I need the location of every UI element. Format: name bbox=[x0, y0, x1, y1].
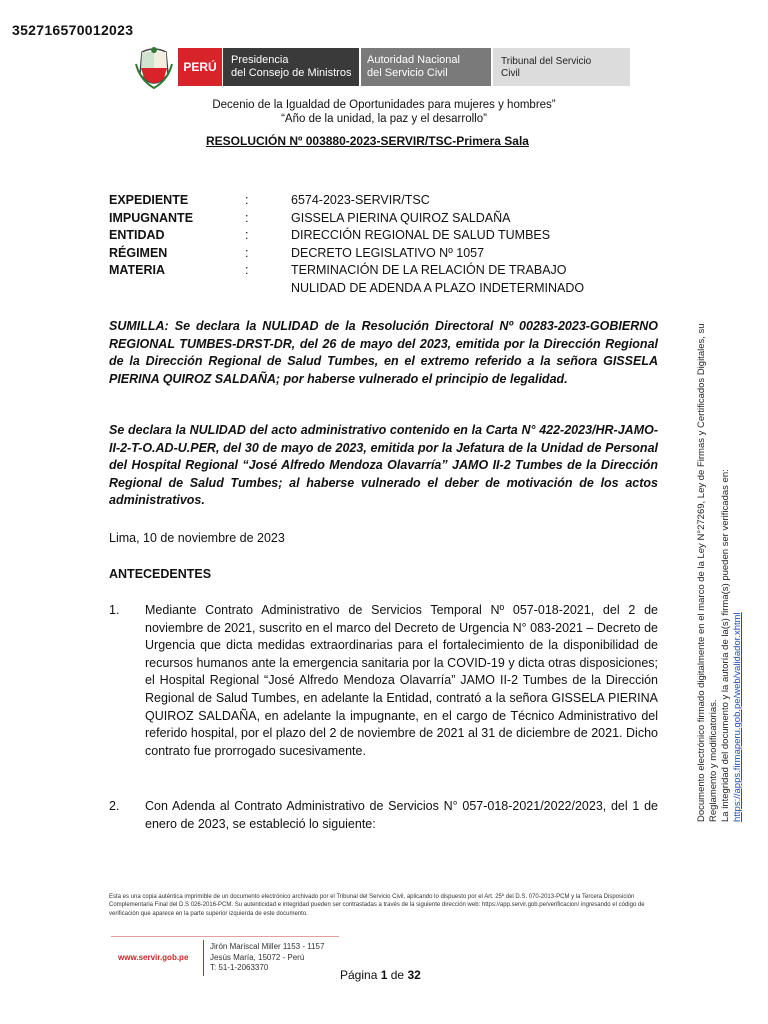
tsc-line-1: Tribunal del Servicio bbox=[501, 56, 592, 67]
list-item bbox=[109, 602, 658, 760]
page-current: 1 bbox=[380, 968, 388, 982]
meta-value: DECRETO LEGISLATIVO Nº 1057 bbox=[291, 245, 485, 260]
authenticity-note: Esta es una copia auténtica imprimible de un documento electrónico archivado por el Tribunal del Servicio Civil, aplicando lo dispuesto por el Art. 25º del D.S. 070-2013-PCM y la Tercera Disposición Complementaria Final del D.S 026-2016-PCM. Su autenticidad e integridad pueden ser contrastadas a través de la siguiente dirección web: https://app.servir.gob.pe/verificacion/ ingresando el código de verificación que aparece en la parte superior izquierda de este documento. bbox=[109, 894, 645, 917]
validator-link[interactable]: https://apps.firmaperu.gob.pe/web/validador.xhtml bbox=[732, 612, 743, 822]
resolution-title: RESOLUCIÓN Nº 003880-2023-SERVIR/TSC-Primera Sala bbox=[206, 134, 529, 148]
sumilla-paragraph-1: SUMILLA: Se declara la NULIDAD de la Resolución Directoral Nº 00283-2023-GOBIERNO REGIONAL TUMBES-DRST-DR, del 26 de mayo del 2023, emitida por la Dirección Regional de la Dirección Regional de Salud Tumbes, en el extremo referido a la señora GISSELA PIERINA QUIROZ SALDAÑA; por haberse vulnerado el principio de legalidad. bbox=[109, 319, 658, 386]
meta-row-materia-continued bbox=[109, 280, 681, 298]
meta-row-entidad bbox=[109, 227, 681, 245]
footer-website-link[interactable]: www.servir.gob.pe bbox=[118, 953, 189, 962]
decenio-header bbox=[0, 98, 768, 126]
meta-key: ENTIDAD bbox=[109, 228, 165, 243]
footer-divider bbox=[203, 940, 204, 976]
meta-key: EXPEDIENTE bbox=[109, 193, 189, 207]
footer-address bbox=[210, 942, 324, 974]
decenio-line-1: Decenio de la Igualdad de Oportunidades para mujeres y hombres” bbox=[212, 99, 556, 111]
meta-row-materia bbox=[109, 262, 681, 280]
peru-logo bbox=[178, 48, 222, 86]
pcm-logo bbox=[223, 48, 359, 86]
signature-note-line-1: Documento electrónico firmado digitalmente en el marco de la Ley N°27269, Ley de Firmas y Certificados Digitales, su Reglamento y modificatorias. bbox=[696, 323, 719, 822]
meta-colon-blank bbox=[245, 280, 291, 298]
item-text: Mediante Contrato Administrativo de Servicios Temporal Nº 057-018-2021, del 2 de noviembre de 2021, suscrito en el marco del Decreto de Urgencia N° 083-2021 – Decreto de Urgencia que dicta medidas extraordinarias para el fortalecimiento de la disponibilidad de recursos humanos ante la emergencia sanitaria por la COVID-19 y dicta otras disposiciones; el Hospital Regional “José Alfredo Mendoza Olavarría” JAMO II-2 Tumbes de la Dirección Regional de Salud Tumbes, en adelante la Entidad, contrató a la señora GISSELA PIERINA QUIROZ SALDAÑA, en adelante la impugnante, en el cargo de Técnico Administrativo del referido hospital, por el plazo del 2 de noviembre de 2021 al 31 de diciembre de 2021. Dicho contrato fue prorrogado sucesivamente. bbox=[145, 603, 658, 758]
meta-colon: : bbox=[245, 193, 249, 207]
section-heading: ANTECEDENTES bbox=[109, 567, 212, 581]
tsc-line-2: Civil bbox=[501, 68, 520, 79]
meta-colon: : bbox=[245, 263, 249, 278]
pcm-line-1: Presidencia bbox=[231, 54, 289, 66]
meta-value: NULIDAD DE ADENDA A PLAZO INDETERMINADO bbox=[291, 280, 585, 295]
item-number: 2. bbox=[109, 799, 120, 813]
meta-row-regimen bbox=[109, 245, 681, 263]
meta-colon: : bbox=[245, 210, 249, 225]
list-item bbox=[109, 798, 658, 833]
meta-key bbox=[109, 280, 245, 298]
meta-key: IMPUGNANTE bbox=[109, 210, 194, 225]
meta-value: 6574-2023-SERVIR/TSC bbox=[291, 193, 430, 207]
address-line-1: Jirón Mariscal Miller 1153 - 1157 bbox=[210, 942, 325, 951]
digital-signature-note bbox=[696, 282, 744, 822]
peru-label: PERÚ bbox=[183, 60, 217, 74]
meta-colon: : bbox=[245, 245, 249, 260]
meta-value: GISSELA PIERINA QUIROZ SALDAÑA bbox=[291, 210, 511, 225]
page-label: Página bbox=[340, 968, 378, 982]
meta-value: TERMINACIÓN DE LA RELACIÓN DE TRABAJO bbox=[291, 263, 567, 278]
item-number: 1. bbox=[109, 603, 120, 617]
verification-code: 352716570012023 bbox=[12, 22, 134, 38]
signature-note-line-2 bbox=[720, 282, 744, 822]
page-total: 32 bbox=[407, 968, 421, 982]
servir-logo bbox=[361, 48, 491, 86]
coat-of-arms-icon bbox=[134, 46, 174, 92]
meta-value: DIRECCIÓN REGIONAL DE SALUD TUMBES bbox=[291, 228, 551, 243]
case-metadata bbox=[109, 192, 681, 298]
tsc-logo bbox=[493, 48, 630, 86]
address-phone: T: 51-1-2063370 bbox=[210, 963, 269, 972]
signature-note-text: La integridad del documento y la autoría de la(s) firma(s) pueden ser verificadas en: bbox=[720, 469, 731, 822]
page-of: de bbox=[390, 968, 405, 982]
date-place: Lima, 10 de noviembre de 2023 bbox=[109, 531, 285, 545]
servir-line-1: Autoridad Nacional bbox=[367, 54, 460, 66]
meta-colon: : bbox=[245, 228, 249, 243]
meta-row-expediente bbox=[109, 192, 681, 210]
page-number bbox=[340, 968, 421, 982]
servir-line-2: del Servicio Civil bbox=[367, 67, 448, 79]
meta-key: MATERIA bbox=[109, 263, 166, 278]
sumilla-paragraph-2: Se declara la NULIDAD del acto administrativo contenido en la Carta N° 422-2023/HR-JAMO-II-2-T-O.AD-U.PER, del 30 de mayo de 2023, emitida por la Jefatura de la Unidad de Personal del Hospital Regional “José Alfredo Mendoza Olavarría” JAMO II-2 Tumbes de la Dirección Regional de Salud Tumbes; al haberse vulnerado el deber de motivación de los actos administrativos. bbox=[109, 423, 658, 508]
pcm-line-2: del Consejo de Ministros bbox=[231, 67, 352, 79]
meta-row-impugnante bbox=[109, 210, 681, 228]
item-text: Con Adenda al Contrato Administrativo de Servicios N° 057-018-2021/2022/2023, del 1 de enero de 2023, se estableció lo siguiente: bbox=[145, 799, 658, 831]
address-line-2: Jesús María, 15072 - Perú bbox=[210, 952, 305, 962]
meta-key: RÉGIMEN bbox=[109, 245, 168, 260]
decenio-line-2: “Año de la unidad, la paz y el desarrollo” bbox=[281, 113, 487, 125]
